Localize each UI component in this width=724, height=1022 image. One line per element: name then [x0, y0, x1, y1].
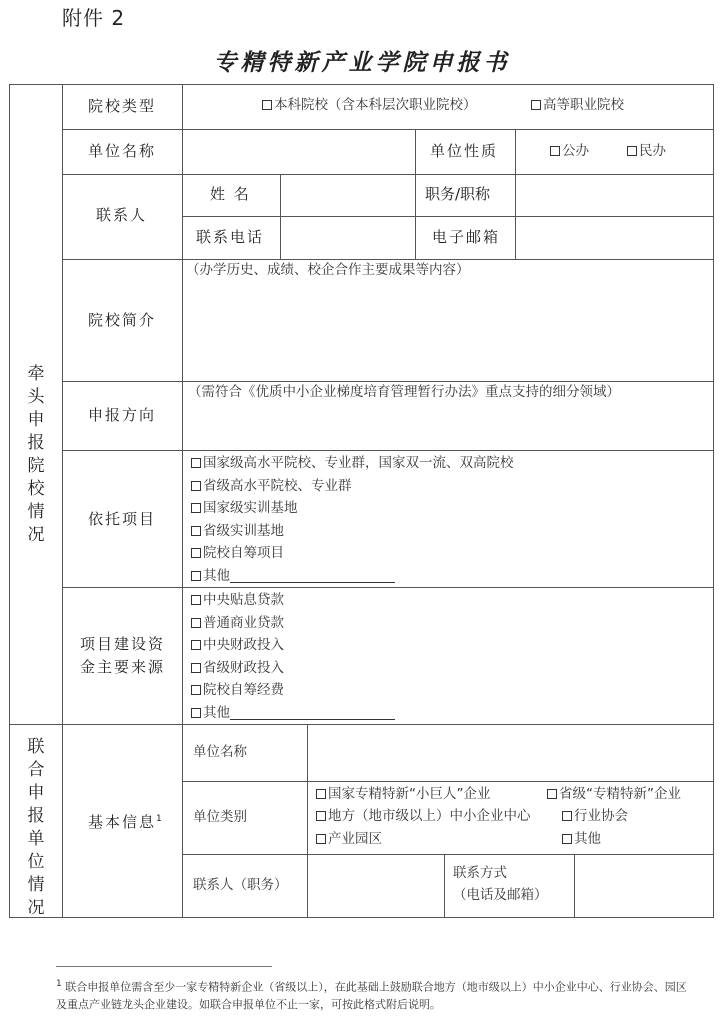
project-option[interactable]: 国家级实训基地: [191, 502, 298, 516]
joint-unit-name-field[interactable]: [309, 726, 712, 780]
funding-option[interactable]: 普通商业贷款: [191, 617, 284, 631]
col-divider-label: [182, 84, 183, 918]
checkbox[interactable]: [191, 595, 201, 605]
footnote: $^1$ 联合申报单位需含至少一家专精特新企业（省级以上），在此基础上鼓励联合地方（地市级以上）中小企业中心、行业协会、园区及重点产业链龙头企业建设。如联合申报单位不止一家，可按此格式附后说明。: [56, 979, 687, 1011]
attachment-label: 附件 2: [62, 6, 126, 30]
direction-hint: （需符合《优质中小企业梯度培育管理暂行办法》重点支持的细分领域）: [188, 384, 620, 400]
col-divider-mid: [415, 129, 416, 259]
contact-label: 联系人: [96, 206, 148, 224]
project-option[interactable]: 省级实训基地: [191, 525, 284, 539]
row-divider: [62, 381, 714, 382]
unit-type-option[interactable]: 其他: [562, 833, 601, 847]
unit-type-option[interactable]: 国家专精特新“小巨人”企业: [316, 788, 491, 802]
checkbox[interactable]: [191, 618, 201, 628]
project-option[interactable]: 省级高水平院校、专业群: [191, 480, 352, 494]
joint-contact-method-label-line1: 联系方式: [453, 865, 507, 881]
col-divider-joint-contact: [444, 854, 445, 918]
checkbox[interactable]: [531, 100, 541, 110]
funding-option[interactable]: 中央贴息贷款: [191, 594, 284, 608]
project-option[interactable]: 院校自筹项目: [191, 547, 284, 561]
checkbox[interactable]: [191, 685, 201, 695]
unit-type-option[interactable]: 行业协会: [562, 810, 628, 824]
intro-label: 院校简介: [88, 311, 157, 329]
school-type-option-undergraduate[interactable]: 本科院校（含本科层次职业院校）: [262, 99, 477, 113]
contact-phone-label: 联系电话: [196, 228, 265, 246]
unit-type-option[interactable]: 产业园区: [316, 833, 382, 847]
checkbox[interactable]: [191, 571, 201, 581]
unit-nature-label: 单位性质: [430, 142, 499, 160]
funding-option[interactable]: 省级财政投入: [191, 662, 284, 676]
joint-contact-method-field[interactable]: [576, 856, 712, 916]
checkbox[interactable]: [562, 811, 572, 821]
intro-field[interactable]: [184, 282, 712, 380]
funding-label-line1: 项目建设资: [80, 635, 166, 653]
project-option-other[interactable]: 其他: [191, 570, 395, 584]
checkbox[interactable]: [191, 481, 201, 491]
checkbox[interactable]: [191, 503, 201, 513]
unit-nature-option-private[interactable]: 民办: [627, 145, 666, 159]
lead-section-label: 牵头申报院校情况: [27, 364, 45, 545]
contact-email-field[interactable]: [517, 218, 712, 258]
joint-unit-type-label: 单位类别: [193, 809, 247, 825]
checkbox[interactable]: [262, 100, 272, 110]
checkbox[interactable]: [316, 811, 326, 821]
checkbox[interactable]: [562, 834, 572, 844]
contact-name-field[interactable]: [282, 176, 414, 215]
intro-hint: （办学历史、成绩、校企合作主要成果等内容）: [186, 262, 470, 278]
joint-contact-label: 联系人（职务）: [193, 877, 288, 893]
project-option[interactable]: 国家级高水平院校、专业群，国家双一流、双高院校: [191, 457, 514, 471]
row-divider: [182, 854, 714, 855]
checkbox[interactable]: [191, 548, 201, 558]
other-blank[interactable]: [230, 570, 395, 583]
basic-info-label: 基本信息$^1$: [88, 813, 164, 831]
unit-name-field[interactable]: [184, 131, 414, 173]
checkbox[interactable]: [316, 834, 326, 844]
unit-nature-option-public[interactable]: 公办: [550, 145, 589, 159]
checkbox[interactable]: [316, 789, 326, 799]
checkbox[interactable]: [191, 708, 201, 718]
col-divider-joint-value: [307, 724, 308, 918]
table-border-bottom: [9, 917, 714, 918]
row-divider: [62, 259, 714, 260]
joint-contact-field[interactable]: [309, 856, 443, 916]
joint-contact-method-label-line2: （电话及邮箱）: [453, 887, 548, 903]
unit-name-label: 单位名称: [88, 142, 157, 160]
direction-label: 申报方向: [88, 406, 157, 424]
col-divider-joint-contact-value: [574, 854, 575, 918]
row-divider: [62, 174, 714, 175]
col-divider-section: [62, 84, 63, 918]
contact-name-label: 姓 名: [210, 185, 251, 203]
checkbox[interactable]: [191, 526, 201, 536]
joint-section-label: 联合申报单位情况: [27, 737, 45, 918]
funding-option[interactable]: 院校自筹经费: [191, 684, 284, 698]
unit-type-option[interactable]: 省级“专精特新”企业: [547, 788, 681, 802]
joint-unit-name-label: 单位名称: [193, 744, 247, 760]
checkbox[interactable]: [191, 663, 201, 673]
row-divider: [62, 450, 714, 451]
contact-phone-field[interactable]: [282, 218, 414, 258]
funding-option-other[interactable]: 其他: [191, 707, 395, 721]
checkbox[interactable]: [550, 146, 560, 156]
contact-position-field[interactable]: [517, 176, 712, 215]
table-border-right: [713, 84, 714, 918]
direction-field[interactable]: [184, 404, 712, 449]
contact-email-label: 电子邮箱: [432, 228, 501, 246]
row-divider: [182, 781, 714, 782]
funding-option[interactable]: 中央财政投入: [191, 639, 284, 653]
row-divider: [182, 216, 714, 217]
table-border-top: [9, 84, 714, 85]
row-divider: [62, 587, 714, 588]
col-divider-right: [515, 129, 516, 259]
footnote-divider: [56, 966, 272, 967]
row-divider: [62, 129, 714, 130]
checkbox[interactable]: [547, 789, 557, 799]
contact-position-label: 职务/职称: [425, 185, 491, 203]
table-border-left: [9, 84, 10, 918]
checkbox[interactable]: [191, 458, 201, 468]
other-blank[interactable]: [230, 707, 395, 720]
checkbox[interactable]: [627, 146, 637, 156]
section-divider: [9, 724, 714, 725]
projects-label: 依托项目: [88, 510, 157, 528]
school-type-option-vocational[interactable]: 高等职业院校: [531, 99, 624, 113]
funding-label-line2: 金主要来源: [80, 658, 166, 676]
page-title: 专精特新产业学院申报书: [213, 49, 511, 76]
unit-type-option[interactable]: 地方（地市级以上）中小企业中心: [316, 810, 531, 824]
school-type-label: 院校类型: [88, 97, 157, 115]
checkbox[interactable]: [191, 640, 201, 650]
